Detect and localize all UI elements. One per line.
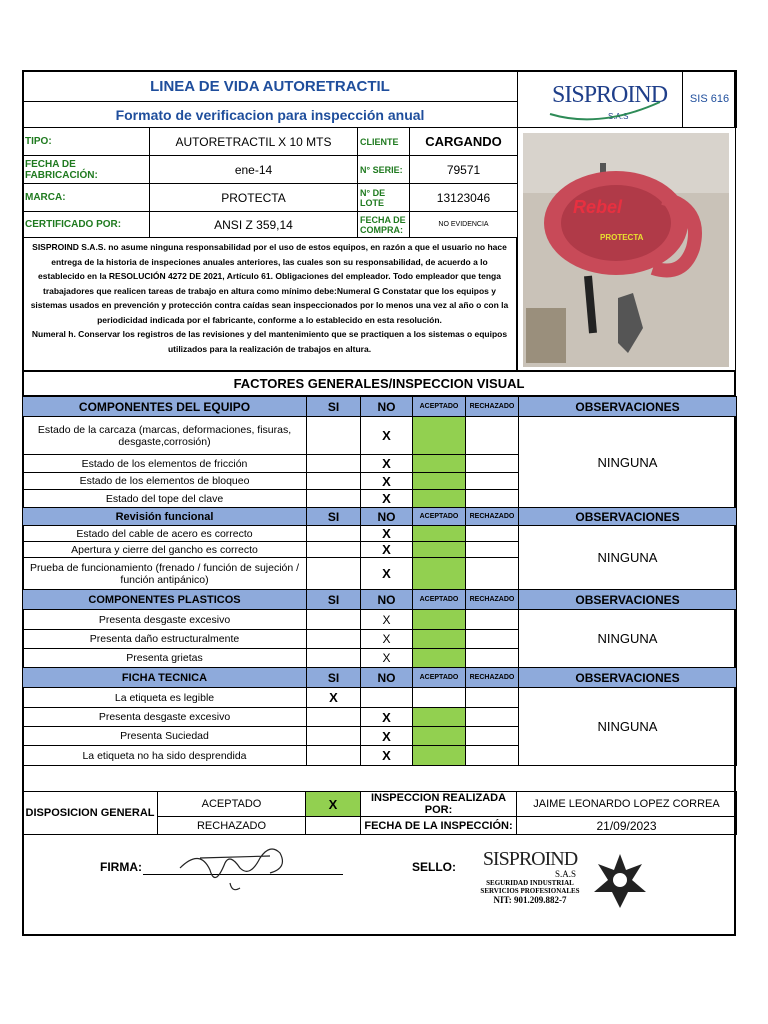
si-mark — [307, 542, 361, 558]
fecha-inspeccion-label: FECHA DE LA INSPECCIÓN: — [361, 817, 517, 835]
inspection-item-label: Estado de la carcaza (marcas, deformaciones, fisuras, desgaste,corrosión) — [23, 417, 307, 455]
lote-value: 13123046 — [410, 184, 518, 212]
fecha-fabricacion-label: FECHA DE FABRICACIÓN: — [23, 156, 150, 184]
no-mark: X — [361, 649, 413, 668]
aceptado-label: ACEPTADO — [158, 792, 306, 817]
photo-sub-text: PROTECTA — [600, 233, 644, 242]
observation-value: NINGUNA — [519, 526, 737, 590]
si-mark — [307, 708, 361, 727]
inspection-row — [23, 610, 737, 630]
no-mark: X — [361, 542, 413, 558]
observaciones-column-header: OBSERVACIONES — [519, 668, 737, 688]
si-mark — [307, 455, 361, 473]
rechazado-cell — [466, 727, 519, 746]
form-code: SIS 616 — [683, 71, 737, 128]
si-column-header: SI — [307, 508, 361, 526]
inspection-item-label: Presenta Suciedad — [23, 727, 307, 746]
rechazado-cell — [466, 649, 519, 668]
stamp-nit: NIT: 901.209.882-7 — [493, 895, 567, 905]
section-header — [23, 397, 737, 417]
inspection-item-label: Prueba de funcionamiento (frenado / función de sujeción / función antipánico) — [23, 558, 307, 590]
aceptado-cell — [413, 688, 466, 708]
rechazado-cell — [466, 708, 519, 727]
no-mark: X — [361, 526, 413, 542]
factores-title: FACTORES GENERALES/INSPECCION VISUAL — [22, 371, 736, 396]
rechazado-column-header: RECHAZADO — [466, 590, 519, 610]
rechazado-cell — [466, 473, 519, 490]
no-mark: X — [361, 490, 413, 508]
aceptado-column-header: ACEPTADO — [413, 397, 466, 417]
no-column-header: NO — [361, 590, 413, 610]
form-title: LINEA DE VIDA AUTORETRACTIL — [23, 71, 518, 102]
rechazado-cell — [466, 490, 519, 508]
fecha-fabricacion-value: ene-14 — [150, 156, 358, 184]
inspection-item-label: Estado del tope del clave — [23, 490, 307, 508]
disposicion-table — [22, 791, 737, 835]
stamp-line-2: SERVICIOS PROFESIONALES — [480, 887, 580, 895]
inspection-row — [23, 688, 737, 708]
no-mark: X — [361, 455, 413, 473]
section-header — [23, 508, 737, 526]
inspection-item-label: La etiqueta no ha sido desprendida — [23, 746, 307, 766]
compra-label: FECHA DE COMPRA: — [358, 212, 410, 238]
rechazado-cell — [466, 455, 519, 473]
rechazado-cell — [466, 526, 519, 542]
signature — [170, 828, 300, 898]
marca-value: PROTECTA — [150, 184, 358, 212]
aceptado-cell — [413, 473, 466, 490]
si-mark: X — [307, 688, 361, 708]
si-mark — [307, 417, 361, 455]
rechazado-cell — [466, 542, 519, 558]
no-mark: X — [361, 708, 413, 727]
firma-label: FIRMA: — [100, 860, 142, 874]
rechazado-cell — [466, 688, 519, 708]
aceptado-cell — [413, 455, 466, 473]
aceptado-cell — [413, 610, 466, 630]
section-title: FICHA TECNICA — [23, 668, 307, 688]
aceptado-cell — [413, 542, 466, 558]
aceptado-cell — [413, 490, 466, 508]
rechazado-cell — [466, 417, 519, 455]
aceptado-column-header: ACEPTADO — [413, 590, 466, 610]
product-photo — [517, 127, 736, 371]
form-subtitle: Formato de verificacion para inspección anual — [23, 102, 518, 128]
no-mark: X — [361, 417, 413, 455]
serie-value: 79571 — [410, 156, 518, 184]
no-mark — [361, 688, 413, 708]
rechazado-cell — [466, 558, 519, 590]
si-mark — [307, 490, 361, 508]
observaciones-column-header: OBSERVACIONES — [519, 590, 737, 610]
inspection-item-label: Apertura y cierre del gancho es correcto — [23, 542, 307, 558]
inspection-item-label: La etiqueta es legible — [23, 688, 307, 708]
inspection-table — [22, 396, 737, 766]
observation-value: NINGUNA — [519, 417, 737, 508]
compra-value: NO EVIDENCIA — [410, 212, 518, 238]
certificado-label: CERTIFICADO POR: — [23, 212, 150, 238]
rechazado-cell — [466, 630, 519, 649]
observation-value: NINGUNA — [519, 610, 737, 668]
tipo-label: TIPO: — [23, 128, 150, 156]
no-column-header: NO — [361, 668, 413, 688]
inspection-row — [23, 417, 737, 455]
inspector-value: JAIME LEONARDO LOPEZ CORREA — [517, 792, 737, 817]
aceptado-cell — [413, 708, 466, 727]
section-header — [23, 668, 737, 688]
serie-label: N° SERIE: — [358, 156, 410, 184]
inspection-item-label: Presenta desgaste excesivo — [23, 708, 307, 727]
inspector-label: INSPECCION REALIZADA POR: — [361, 792, 517, 817]
aceptado-cell — [413, 417, 466, 455]
marca-label: MARCA: — [23, 184, 150, 212]
certificado-value: ANSI Z 359,14 — [150, 212, 358, 238]
aceptado-cell — [413, 649, 466, 668]
section-header — [23, 590, 737, 610]
inspection-item-label: Estado de los elementos de fricción — [23, 455, 307, 473]
no-mark: X — [361, 610, 413, 630]
cliente-value: CARGANDO — [410, 128, 518, 156]
si-mark — [307, 727, 361, 746]
no-mark: X — [361, 630, 413, 649]
aceptado-mark: X — [306, 792, 361, 817]
inspection-item-label: Presenta grietas — [23, 649, 307, 668]
aceptado-cell — [413, 526, 466, 542]
inspection-item-label: Estado del cable de acero es correcto — [23, 526, 307, 542]
rechazado-cell — [466, 610, 519, 630]
aceptado-cell — [413, 630, 466, 649]
si-mark — [307, 558, 361, 590]
si-mark — [307, 630, 361, 649]
si-mark — [307, 649, 361, 668]
disclaimer-box — [22, 237, 517, 371]
tipo-value: AUTORETRACTIL X 10 MTS — [150, 128, 358, 156]
rechazado-cell — [466, 746, 519, 766]
inspection-item-label: Presenta desgaste excesivo — [23, 610, 307, 630]
rechazado-column-header: RECHAZADO — [466, 397, 519, 417]
inspection-item-label: Presenta daño estructuralmente — [23, 630, 307, 649]
section-title: COMPONENTES PLASTICOS — [23, 590, 307, 610]
company-logo: SISPROIND S.A.S — [552, 82, 668, 121]
stamp-line-1: SEGURIDAD INDUSTRIAL — [486, 879, 574, 887]
no-column-header: NO — [361, 397, 413, 417]
no-mark: X — [361, 558, 413, 590]
observaciones-column-header: OBSERVACIONES — [519, 397, 737, 417]
rechazado-mark — [306, 817, 361, 835]
observaciones-column-header: OBSERVACIONES — [519, 508, 737, 526]
section-title: COMPONENTES DEL EQUIPO — [23, 397, 307, 417]
si-mark — [307, 526, 361, 542]
observation-value: NINGUNA — [519, 688, 737, 766]
si-column-header: SI — [307, 590, 361, 610]
aceptado-cell — [413, 558, 466, 590]
lote-label: N° DE LOTE — [358, 184, 410, 212]
si-column-header: SI — [307, 397, 361, 417]
aceptado-cell — [413, 727, 466, 746]
inspection-item-label: Estado de los elementos de bloqueo — [23, 473, 307, 490]
rechazado-column-header: RECHAZADO — [466, 508, 519, 526]
header-table — [22, 70, 737, 128]
company-stamp — [470, 848, 590, 918]
no-column-header: NO — [361, 508, 413, 526]
aceptado-cell — [413, 746, 466, 766]
sello-label: SELLO: — [412, 860, 456, 874]
stamp-emblem-icon — [590, 850, 650, 912]
photo-brand-text: Rebel — [573, 197, 623, 217]
cliente-label: CLIENTE — [358, 128, 410, 156]
no-mark: X — [361, 473, 413, 490]
rechazado-column-header: RECHAZADO — [466, 668, 519, 688]
disposicion-label: DISPOSICION GENERAL — [23, 792, 158, 835]
si-mark — [307, 746, 361, 766]
fecha-inspeccion-value: 21/09/2023 — [517, 817, 737, 835]
stamp-sas: S.A.S — [554, 869, 576, 879]
rechazado-label: RECHAZADO — [158, 817, 306, 835]
aceptado-column-header: ACEPTADO — [413, 508, 466, 526]
aceptado-column-header: ACEPTADO — [413, 668, 466, 688]
si-mark — [307, 610, 361, 630]
no-mark: X — [361, 727, 413, 746]
logo-cell — [518, 71, 683, 128]
inspection-row — [23, 526, 737, 542]
disclaimer-text-2: Numeral h. Conservar los registros de las revisiones y del mantenimiento que se practiquen a los sistemas o equipos utilizados para la realización de trabajos en altura. — [31, 329, 508, 354]
stamp-name: SISPROIND — [482, 848, 578, 870]
info-table — [22, 127, 518, 238]
section-title: Revisión funcional — [23, 508, 307, 526]
si-mark — [307, 473, 361, 490]
disclaimer-text: SISPROIND S.A.S. no asume ninguna responsabilidad por el uso de estos equipos, en razón a que el usuario no hace entrega de la historia de inspeciones anuales anteriores, las cuales son su responsabilidad, de acuerdo a lo establecido en la RESOLUCIÓN 4272 DE 2021, Artículo 61. Obligaciones del empleador. Todo empleador que tenga trabajadores que realicen tareas de trabajo en altura como mínimo debe:Numeral G Constatar que los equipos y sistemas usados en prevención y protección contra caídas sean inspeccionados por lo menos una vez al año o con la periodicidad indicada por el fabricante, conforme a lo establecido en esta resolución. — [30, 242, 509, 325]
si-column-header: SI — [307, 668, 361, 688]
no-mark: X — [361, 746, 413, 766]
